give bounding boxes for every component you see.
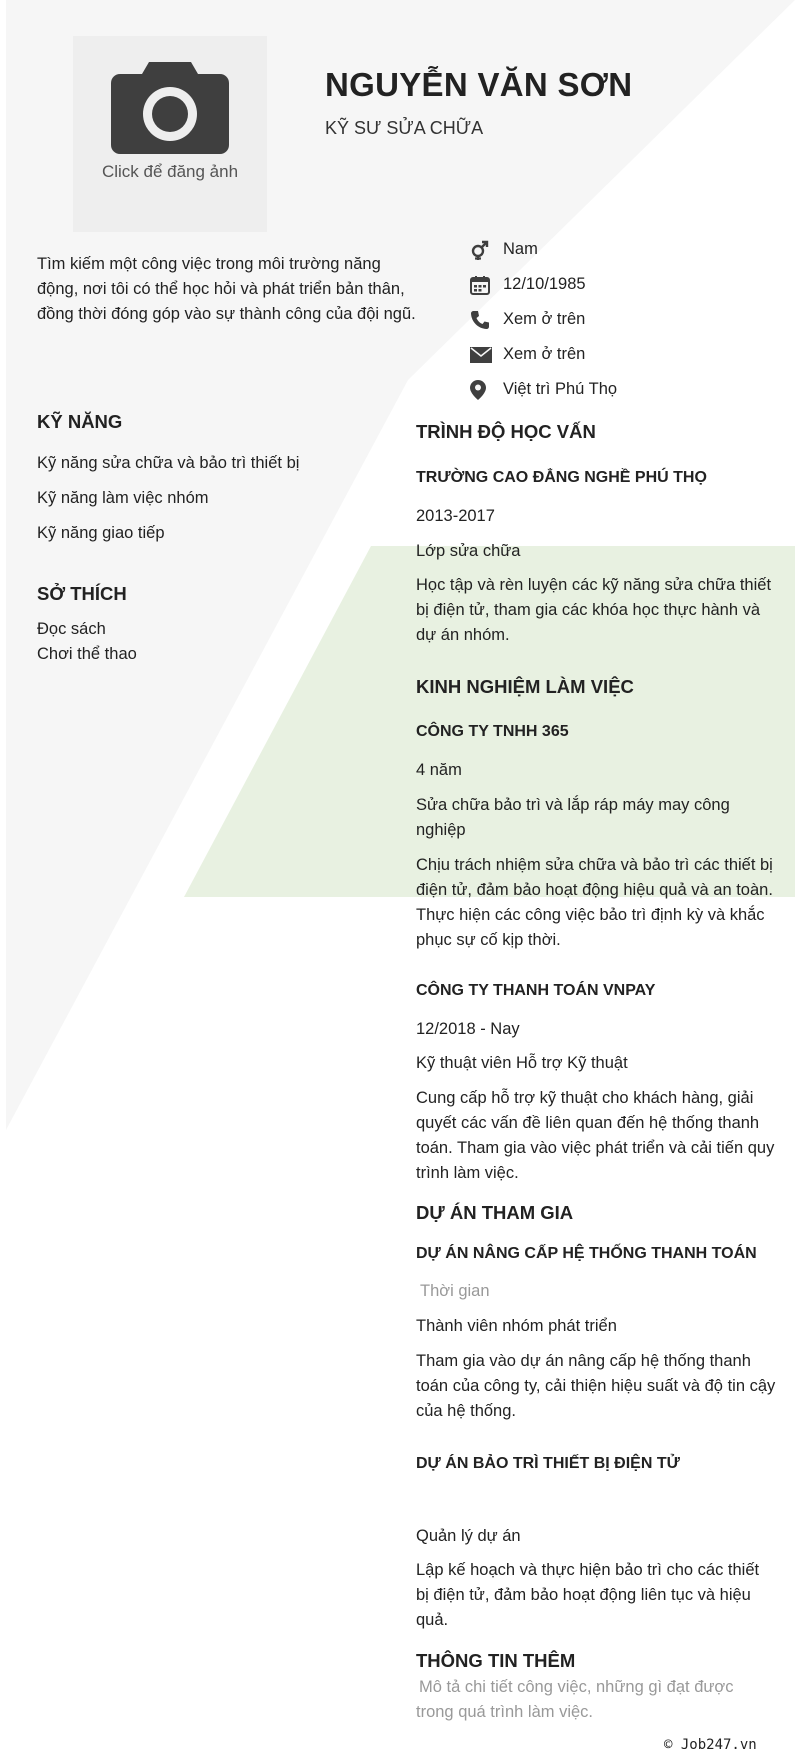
- education-description: Học tập và rèn luyện các kỹ năng sửa chữa thiết bị điện tử, tham gia các khóa học thực hành và dự án nhóm.: [416, 576, 772, 644]
- footer-copyright: © Job247.vn: [664, 1737, 757, 1753]
- envelope-icon: [470, 344, 496, 366]
- phone-icon: [470, 309, 496, 331]
- projects-heading: DỰ ÁN THAM GIA: [416, 1202, 574, 1223]
- skill-item: Kỹ năng làm việc nhóm: [37, 489, 209, 507]
- skills-heading: KỸ NĂNG: [37, 411, 123, 432]
- project-role: Quản lý dự án: [416, 1527, 521, 1545]
- contact-address: [470, 372, 770, 407]
- hobby-item: Chơi thể thao: [37, 645, 137, 663]
- job-company: CÔNG TY TNHH 365: [416, 723, 569, 740]
- contact-phone: [470, 302, 770, 337]
- project-role: Thành viên nhóm phát triển: [416, 1317, 617, 1335]
- photo-caption: Click để đăng ảnh: [101, 162, 239, 181]
- contact-email: [470, 337, 770, 372]
- hobbies-heading: SỞ THÍCH: [37, 583, 127, 604]
- extra-info-placeholder[interactable]: Mô tả chi tiết công việc, những gì đạt được trong quá trình làm việc.: [416, 1678, 734, 1721]
- education-period: 2013-2017: [416, 507, 495, 525]
- hobbies-list: [37, 617, 137, 667]
- job-position: Sửa chữa bảo trì và lắp ráp máy may công nghiệp: [416, 796, 730, 839]
- project-description: Lập kế hoạch và thực hiện bảo trì cho các thiết bị điện tử, đảm bảo hoạt động liên tục và hiệu quả.: [416, 1561, 760, 1629]
- job-description: Cung cấp hỗ trợ kỹ thuật cho khách hàng, giải quyết các vấn đề liên quan đến hệ thống thanh toán. Tham gia vào việc phát triển và cải tiến quy trình làm việc.: [416, 1089, 775, 1182]
- contact-info: [470, 232, 770, 407]
- job-title: KỸ SƯ SỬA CHỮA: [325, 118, 484, 138]
- job-period: 12/2018 - Nay: [416, 1020, 520, 1038]
- contact-gender: [470, 232, 770, 267]
- job-company: CÔNG TY THANH TOÁN VNPAY: [416, 982, 656, 999]
- extra-info-heading: THÔNG TIN THÊM: [416, 1650, 576, 1671]
- phone-value: Xem ở trên: [503, 310, 586, 328]
- email-value: Xem ở trên: [503, 345, 586, 363]
- project-description: Tham gia vào dự án nâng cấp hệ thống thanh toán của công ty, cải thiện hiệu suất và độ tin cậy của hệ thống.: [416, 1352, 776, 1420]
- experience-heading: KINH NGHIỆM LÀM VIỆC: [416, 676, 634, 697]
- skill-item: Kỹ năng giao tiếp: [37, 524, 165, 542]
- job-period: 4 năm: [416, 761, 462, 779]
- project-time-placeholder[interactable]: Thời gian: [420, 1282, 490, 1300]
- job-position: Kỹ thuật viên Hỗ trợ Kỹ thuật: [416, 1054, 628, 1072]
- job-description: Chịu trách nhiệm sửa chữa và bảo trì các thiết bị điện tử, đảm bảo hoạt động hiệu quả và an toàn. Thực hiện các công việc bảo trì định kỳ và khắc phục sự cố kịp thời.: [416, 856, 773, 949]
- calendar-icon: [470, 274, 496, 296]
- gender-icon: [470, 239, 496, 261]
- education-major: Lớp sửa chữa: [416, 542, 521, 560]
- photo-upload[interactable]: [73, 36, 267, 232]
- project-name: DỰ ÁN BẢO TRÌ THIẾT BỊ ĐIỆN TỬ: [416, 1455, 680, 1472]
- education-school: TRƯỜNG CAO ĐẲNG NGHỀ PHÚ THỌ: [416, 469, 707, 486]
- address-value: Việt trì Phú Thọ: [503, 380, 618, 398]
- camera-icon: [111, 62, 229, 154]
- map-pin-icon: [470, 379, 496, 401]
- hobby-item: Đọc sách: [37, 620, 106, 638]
- candidate-name: NGUYỄN VĂN SƠN: [325, 66, 633, 103]
- contact-birthday: [470, 267, 770, 302]
- project-name: DỰ ÁN NÂNG CẤP HỆ THỐNG THANH TOÁN: [416, 1245, 757, 1262]
- career-objective: Tìm kiếm một công việc trong môi trường năng động, nơi tôi có thể học hỏi và phát triển bản thân, đồng thời đóng góp vào sự thành công của đội ngũ.: [37, 255, 416, 323]
- gender-value: Nam: [503, 240, 538, 258]
- education-heading: TRÌNH ĐỘ HỌC VẤN: [416, 421, 596, 442]
- skill-item: Kỹ năng sửa chữa và bảo trì thiết bị: [37, 454, 300, 472]
- birthday-value: 12/10/1985: [503, 275, 586, 293]
- skills-list: [37, 446, 299, 551]
